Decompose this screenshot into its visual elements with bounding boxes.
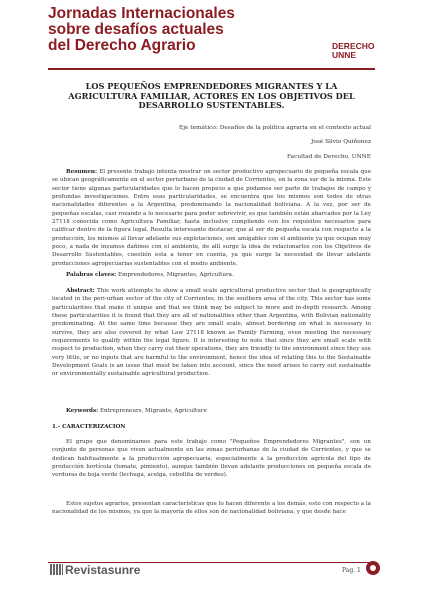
journal-title-line: sobre desafíos actuales <box>48 21 224 38</box>
section-title: 1.- CARACTERIZACION <box>52 424 126 430</box>
article-title: LOS PEQUEÑOS EMPRENDEDORES MIGRANTES Y LA AGRICULTURA FAMILIAR, ACTORES EN LOS OBJETIVOS DEL DESARROLLO SUSTENTABLES. <box>68 81 355 110</box>
header-divider <box>48 68 375 70</box>
author-name: José Silvio Quiñonez <box>311 139 371 145</box>
body-paragraph: Estos sujetos agrarios, presentan características que lo hacen diferente a los demás, esto con respecto a la nacionalidad de los mismos, ya que la mayoría de ellos son de nacionalidad boliviana, y que desde hace <box>52 501 371 516</box>
theme-line: Eje temático: Desafíos de la política agraria en el contexto actual <box>178 125 371 131</box>
org-logo-line: UNNE <box>332 50 357 60</box>
barcode-icon <box>50 564 63 575</box>
seal-icon <box>366 561 380 575</box>
journal-title-line: Jornadas Internacionales <box>48 5 235 22</box>
keywords-text: Entrepreneurs, Migrants, Agriculture <box>99 408 207 414</box>
resumen-paragraph <box>52 168 371 268</box>
author-affiliation: Facultad de Derecho, UNNE <box>287 154 371 160</box>
palabras-clave-paragraph <box>52 271 371 279</box>
keywords-label: Keywords: <box>66 408 99 414</box>
resumen-text: El presente trabajo intenta mostrar un sector productivo agropecuario de pequeña escala que se ubican geográficamente en el sector periurbano de la ciudad de Corrientes, en la zona sur de la misma. Este sector tiene algunas particularidades que lo hacen propicio a que podamos ser parte de trabajos de campo y profundas investigaciones. Entre esas particularidades, se encuentra que los mismos son todos de otras nacionalidades diferentes a la Argentina, predominando la nacionalidad boliviana. A la vez, por ser de pequeñas escalas, casi rozando a lo necesario para poder sobrevivir, es que también están abarcados por la Ley 27118 conocida como Agricultura Familiar, hasta inclusive cumpliendo con los requisitos necesarios para calificar dentro de la figura legal. Resulta interesante destacar, que al ser de pequeña escala con respecto a la producción, los mismos al llevar adelante sus explotaciones, son amigables con el ambiente ya que ocupan muy poco, a nada de insumos dañinos con el ambiente, de allí surge la idea de relacionarlos con los Objetivos de Desarrollo Sustentables, cuestión esta a tener en cuenta, ya que surge la necesidad de llevar adelante producciones agropecuarias sustentables con el medio ambiente. <box>52 169 371 267</box>
journal-title <box>48 6 348 54</box>
abstract-paragraph <box>52 287 371 379</box>
journal-title-line: del Derecho Agrario <box>48 37 196 54</box>
resumen-label: Resumen: <box>66 169 98 175</box>
body-paragraph: El grupo que denominamos para este trabajo como "Pequeños Emprendedores Migrantes", son un conjunto de personas que viven actualmente en las zonas periurbanas de la ciudad de Corrientes, y que se dedican habitualmente a la producción agropecuaria, especialmente a la producción agrícola del tipo de producción hortícola (tomate, pimiento), aunque también llevan adelante producciones en pequeña escala de verduras de hoja verde (lechuga, acelga, cebollita de verdeo). <box>52 439 371 479</box>
revista-logo-text: Revistasunre <box>65 563 141 577</box>
keywords-paragraph <box>52 407 371 415</box>
palabras-clave-text: Emprendedores, Migrantes, Agricultura. <box>117 272 234 278</box>
palabras-clave-label: Palabras claves: <box>66 272 117 278</box>
abstract-text: This work attempts to show a small scale agricultural productive sector that is geographically located in the peri-urban sector of the city of Corrientes, in the southern area of the city. This sector has some particularities that make it unique and that we think may be subject to more and in-depth research. Among these particularities it is found that they are all of nationalities other than Argentina, with Bolivian nationality predominating. At the same time because they are small scale, almost bordering on what is necessary to survive, they are also covered by what Law 27118 known as Family Farming, even meeting the necessary requirements to qualify within the legal figure. It is interesting to note that since they are small scale with respect to production, when they carry out their operations, they are friendly to the environment since they use very little, or no inputs that are harmful to the environment, hence the idea of relating this to the Sustainable Development Goals is an issue that must be taken into account, since the need arises to carry out sustainable or environmentally sustainable agricultural production. <box>52 288 371 378</box>
org-logo <box>332 42 375 60</box>
revista-logo <box>50 563 140 577</box>
section-heading <box>52 423 371 431</box>
page-number: Pag. 1 <box>342 567 361 574</box>
org-logo-line: DERECHO <box>332 41 375 51</box>
abstract-label: Abstract: <box>66 288 95 294</box>
